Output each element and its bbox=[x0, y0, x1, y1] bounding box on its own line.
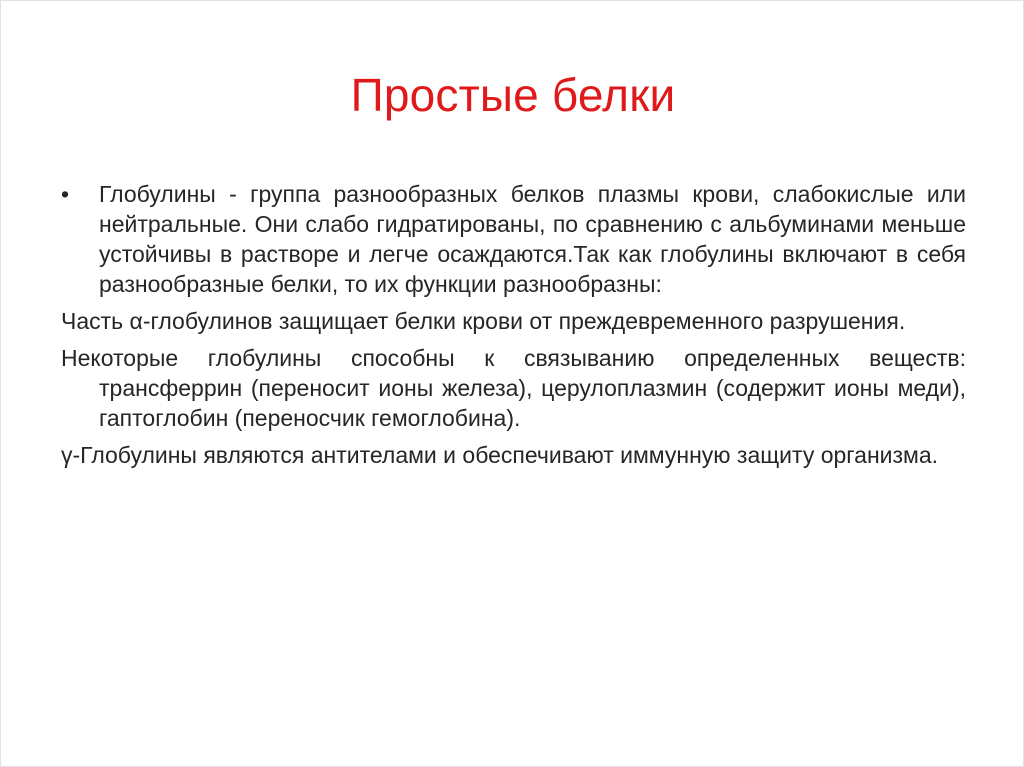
slide-title: Простые белки bbox=[350, 69, 676, 121]
paragraph-binding-globulins bbox=[61, 343, 966, 433]
bullet-paragraph-globulins bbox=[61, 179, 966, 299]
paragraph-text: γ-Глобулины являются антителами и обеспечивают иммунную защиту организма. bbox=[61, 442, 939, 468]
paragraph-gamma-globulins bbox=[61, 440, 966, 470]
slide-content bbox=[61, 179, 966, 477]
paragraph-text: Часть α-глобулинов защищает белки крови от преждевременного разрушения. bbox=[61, 308, 906, 334]
paragraph-text: Глобулины - группа разнообразных белков плазмы крови, слабокислые или нейтральные. Они слабо гидратированы, по сравнению с альбуминами меньше устойчивы в растворе и легче осаждаются.Так как глобулины включают в себя разнообразные белки, то их функции разнообразны: bbox=[99, 181, 966, 297]
paragraph-text: Некоторые глобулины способны к связыванию определенных веществ: трансферрин (переносит ионы железа), церулоплазмин (содержит ионы меди), гаптоглобин (переносчик гемоглобина). bbox=[61, 345, 966, 431]
paragraph-alpha-globulins bbox=[61, 306, 966, 336]
bullet-icon: • bbox=[61, 181, 70, 207]
